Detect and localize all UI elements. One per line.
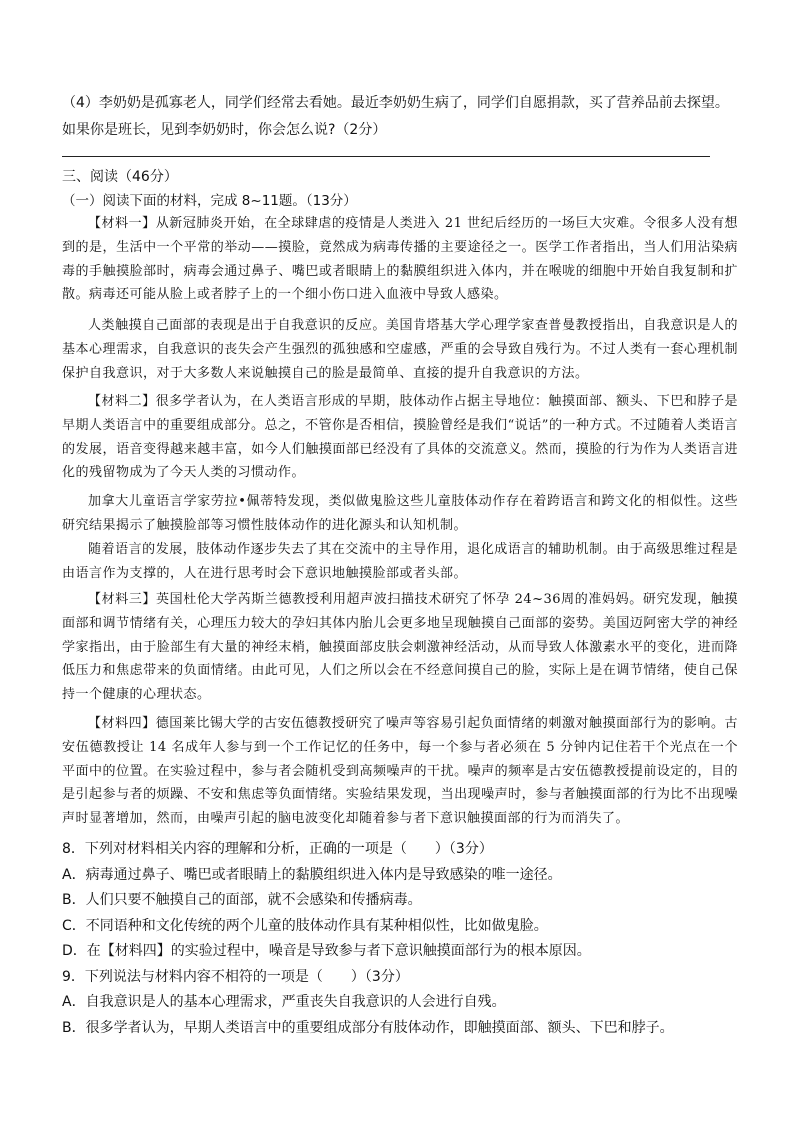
section-3-title: 三、阅读（46分） xyxy=(62,169,178,185)
material-1-paragraph-1: 【材料一】从新冠肺炎开始，在全球肆虐的疫情是人类进入 21 世纪后经历的一场巨大灾难。令很多人没有想到的是，生活中一个平常的举动——摸脸，竟然成为病毒传播的主要途径之一。医学工作者指出，当人们用沾染病毒的手触摸脸部时，病毒会通过鼻子、嘴巴或者眼睛上的黏膜组织进入体内，并在喉咙的细胞中开始自我复制和扩散。病毒还可能从脸上或者脖子上的一个细小伤口进入血液中导致人感染。 xyxy=(62,216,738,303)
part-1-title: （一）阅读下面的材料，完成 8~11题。（13分） xyxy=(62,193,357,209)
question-4-line-1: （4）李奶奶是孤寡老人，同学们经常去看她。最近李奶奶生病了，同学们自愿捐款，买了营养品前去探望。 xyxy=(62,95,729,111)
question-9-stem: 9．下列说法与材料内容不相符的一项是（ ）（3分） xyxy=(62,969,409,985)
material-2-paragraph-2: 加拿大儿童语言学家劳拉•佩蒂特发现，类似做鬼脸这些儿童肢体动作存在着跨语言和跨文化的相似性。这些研究结果揭示了触摸脸部等习惯性肢体动作的进化源头和认知机制。 xyxy=(62,494,738,533)
material-1-paragraph-2: 人类触摸自己面部的表现是出于自我意识的反应。美国肯塔基大学心理学家查普曼教授指出，自我意识是人的基本心理需求，自我意识的丧失会产生强烈的孤独感和空虚感，严重的会导致自残行为。不过人类有一套心理机制保护自我意识，对于大多数人来说触摸自己的脸是最简单、直接的提升自我意识的方法。 xyxy=(62,318,738,381)
material-2-paragraph-3: 随着语言的发展，肢体动作逐步失去了其在交流中的主导作用，退化成语言的辅助机制。由于高级思维过程是由语言作为支撑的，人在进行思考时会下意识地触摸脸部或者头部。 xyxy=(62,542,738,581)
question-8-stem: 8．下列对材料相关内容的理解和分析，正确的一项是（ ）（3分） xyxy=(62,841,493,857)
material-4-paragraph: 【材料四】德国莱比锡大学的古安伍德教授研究了噪声等容易引起负面情绪的刺激对触摸面部行为的影响。古安伍德教授让 14 名成年人参与到一个工作记忆的任务中，每一个参与者必须在 5 分钟内记住若干个光点在一个平面中的位置。在实验过程中，参与者会随机受到高频噪声的干扰。噪声的频率是古安伍德教授提前设定的，目的是引起参与者的烦躁、不安和焦虑等负面情绪。实验结果发现，当出现噪声时，参与者触摸面部的行为比不出现噪声时显著增加，然而，由噪声引起的脑电波变化却随着参与者下意识触摸面部的行为而消失了。 xyxy=(62,716,738,827)
answer-line[interactable] xyxy=(62,156,710,157)
question-9-option-b[interactable]: B．很多学者认为，早期人类语言中的重要组成部分有肢体动作，即触摸面部、额头、下巴和脖子。 xyxy=(62,1020,674,1036)
question-8-option-a[interactable]: A．病毒通过鼻子、嘴巴或者眼睛上的黏膜组织进入体内是导致感染的唯一途径。 xyxy=(62,867,562,883)
material-3-paragraph: 【材料三】英国杜伦大学芮斯兰德教授利用超声波扫描技术研究了怀孕 24~36周的准妈妈。研究发现，触摸面部和调节情绪有关，心理压力较大的孕妇其体内胎儿会更多地呈现触摸自己面部的姿势。美国迈阿密大学的神经学家指出，由于脸部生有大量的神经末梢，触摸面部皮肤会刺激神经活动，从而导致人体激素水平的变化，进而降低压力和焦虑带来的负面情绪。由此可见，人们之所以会在不经意间摸自己的脸，实际上是在调节情绪，使自己保持一个健康的心理状态。 xyxy=(62,592,738,703)
question-8-option-d[interactable]: D．在【材料四】的实验过程中，噪音是导致参与者下意识触摸面部行为的根本原因。 xyxy=(62,943,591,959)
question-8-option-b[interactable]: B．人们只要不触摸自己的面部，就不会感染和传播病毒。 xyxy=(62,892,422,908)
material-2-paragraph-1: 【材料二】很多学者认为，在人类语言形成的早期，肢体动作占据主导地位：触摸面部、额头、下巴和脖子是早期人类语言中的重要组成部分。总之，不管你是否相信，摸脸曾经是我们“说话”的一种方式。不过随着人类语言的发展，语音变得越来越丰富，如今人们触摸面部已经没有了具体的交流意义。然而，摸脸的行为作为人类语言进化的残留物成为了今天人类的习惯动作。 xyxy=(62,394,738,481)
question-8-option-c[interactable]: C．不同语种和文化传统的两个儿童的肢体动作具有某种相似性，比如做鬼脸。 xyxy=(62,918,548,934)
question-4-line-2: 如果你是班长，见到李奶奶时，你会怎么说?（2分） xyxy=(62,122,387,138)
question-9-option-a[interactable]: A．自我意识是人的基本心理需求，严重丧失自我意识的人会进行自残。 xyxy=(62,994,506,1010)
